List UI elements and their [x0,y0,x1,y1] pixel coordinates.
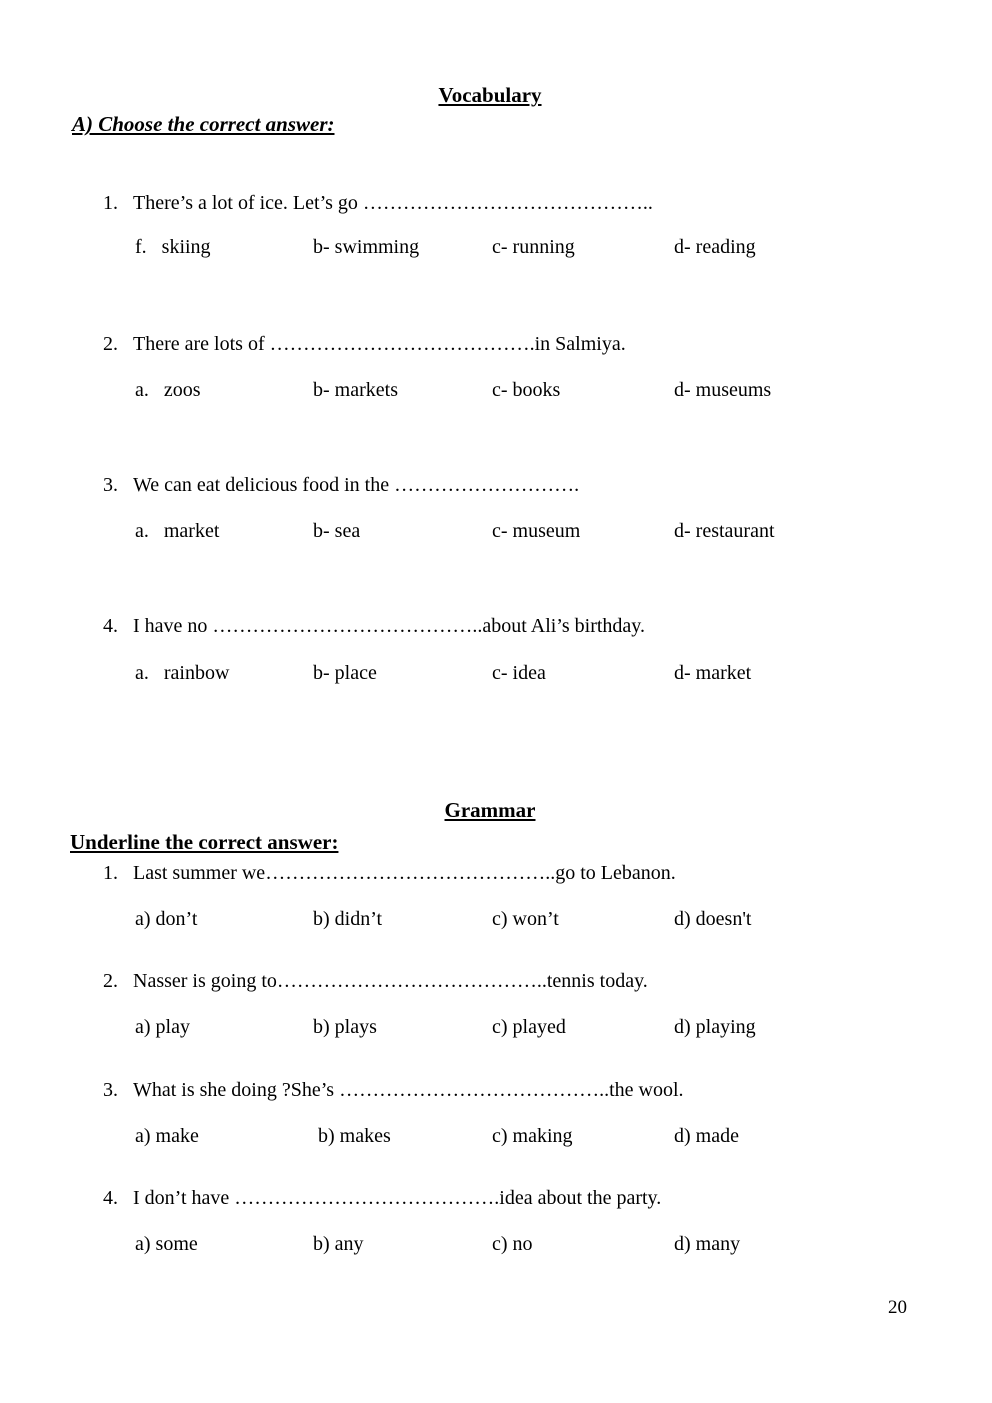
answer-option: b) makes [313,1125,391,1147]
answer-option: c) making [492,1125,573,1147]
question-stem: I have no …………………………………..about Ali’s birthday. [133,615,645,637]
answer-option: b- markets [313,379,398,401]
grammar-title: Grammar [444,798,536,822]
answer-option: c- running [492,236,575,258]
answer-option: c) played [492,1016,566,1038]
question-stem: What is she doing ?She’s …………………………………..the wool. [133,1079,684,1101]
vocabulary-title: Vocabulary [438,83,542,107]
answer-option: a) don’t [135,908,198,930]
answer-option: b- place [313,662,377,684]
answer-option: c- idea [492,662,546,684]
page-number: 20 [888,1297,907,1318]
question-number: 2. [103,333,118,355]
answer-option: f. skiing [135,236,211,258]
answer-option: c- museum [492,520,581,542]
question-number: 4. [103,615,118,637]
answer-option: a) some [135,1233,198,1255]
answer-option: d) doesn't [674,908,752,930]
question-stem: There’s a lot of ice. Let’s go …………………………………….. [133,192,653,214]
question-number: 3. [103,474,118,496]
answer-option: a. market [135,520,220,542]
answer-option: a) make [135,1125,199,1147]
answer-option: b) plays [313,1016,377,1038]
answer-option: c) no [492,1233,533,1255]
answer-option: c) won’t [492,908,559,930]
answer-option: a. zoos [135,379,201,401]
answer-option: b- sea [313,520,361,542]
answer-option: a. rainbow [135,662,230,684]
question-number: 1. [103,862,118,884]
question-stem: Nasser is going to…………………………………..tennis today. [133,970,648,992]
question-number: 3. [103,1079,118,1101]
answer-option: d) made [674,1125,739,1147]
answer-option: b) any [313,1233,364,1255]
question-stem: We can eat delicious food in the ………………………. [133,474,580,496]
answer-option: d- museums [674,379,772,401]
answer-option: b- swimming [313,236,420,258]
answer-option: d) many [674,1233,741,1255]
question-number: 1. [103,192,118,214]
grammar-instruction: Underline the correct answer: [70,830,339,854]
answer-option: d) playing [674,1016,756,1038]
answer-option: d- market [674,662,752,684]
vocabulary-instruction: A) Choose the correct answer: [72,112,335,136]
question-stem: I don’t have ………………………………….idea about the party. [133,1187,662,1209]
question-stem: There are lots of ………………………………….in Salmiya. [133,333,626,355]
answer-option: c- books [492,379,561,401]
answer-option: b) didn’t [313,908,383,930]
question-number: 4. [103,1187,118,1209]
question-number: 2. [103,970,118,992]
answer-option: d- reading [674,236,756,258]
answer-option: d- restaurant [674,520,775,542]
answer-option: a) play [135,1016,190,1038]
question-stem: Last summer we……………………………………..go to Lebanon. [133,862,676,884]
